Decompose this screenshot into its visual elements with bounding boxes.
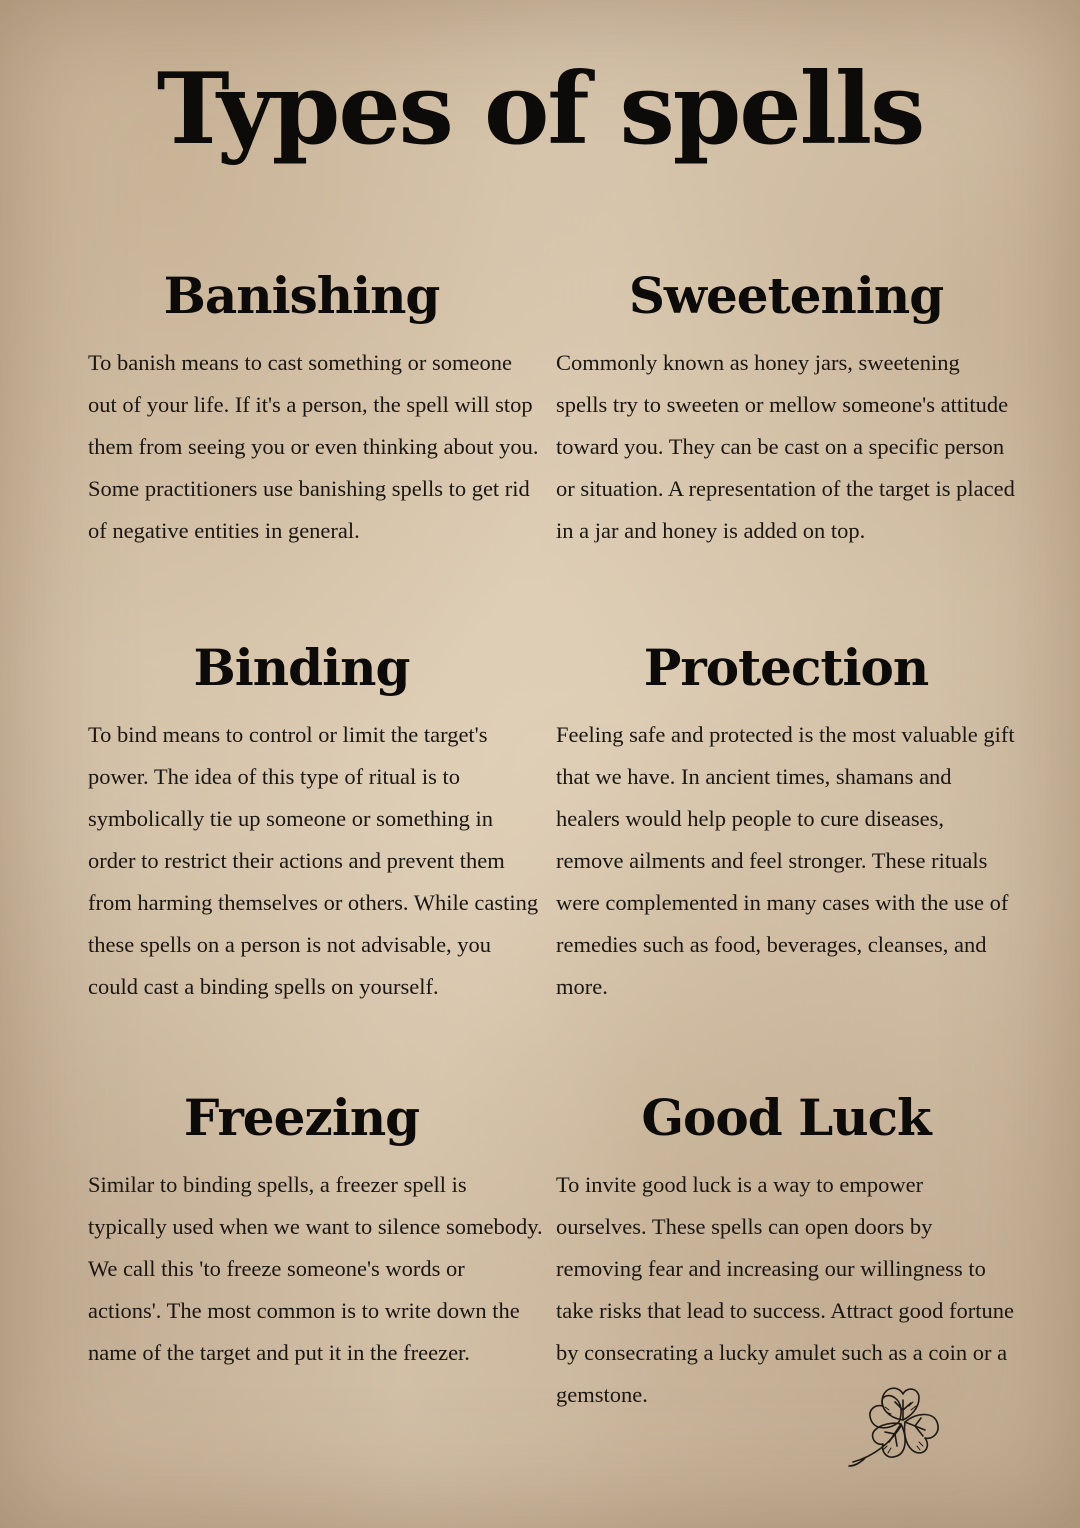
section-protection xyxy=(556,628,1016,1008)
section-body-good-luck: To invite good luck is a way to empower ourselves. These spells can open doors by removing fear and increasing our willingness to take risks that lead to success. Attract good fortune by consecrating a lucky amulet such as a coin or a gemstone. xyxy=(556,1172,1014,1407)
section-body-protection: Feeling safe and protected is the most valuable gift that we have. In ancient times, shamans and healers would help people to cure diseases, remove ailments and feel stronger. These rituals were complemented in many cases with the use of remedies such as food, beverages, cleanses, and more. xyxy=(556,722,1015,999)
section-heading-banishing: Banishing xyxy=(163,266,440,325)
section-binding xyxy=(88,628,543,1008)
section-body-binding: To bind means to control or limit the target's power. The idea of this type of ritual is to symbolically tie up someone or something in order to restrict their actions and prevent them from harming themselves or others. While casting these spells on a person is not advisable, you could cast a binding spells on yourself. xyxy=(88,722,539,999)
section-banishing xyxy=(88,256,543,552)
section-heading-protection: Protection xyxy=(643,638,929,697)
section-body-banishing: To banish means to cast something or someone out of your life. If it's a person, the spell will stop them from seeing you or even thinking about you. Some practitioners use banishing spells to get rid of negative entities in general. xyxy=(88,350,539,543)
clover-icon xyxy=(845,1380,955,1470)
section-body-sweetening: Commonly known as honey jars, sweetening spells try to sweeten or mellow someone's attitude toward you. They can be cast on a specific person or situation. A representation of the target is placed in a jar and honey is added on top. xyxy=(556,350,1015,543)
section-good-luck xyxy=(556,1078,1016,1416)
section-sweetening xyxy=(556,256,1016,552)
page-title: Types of spells xyxy=(156,52,924,167)
section-heading-good-luck: Good Luck xyxy=(641,1088,931,1147)
section-heading-sweetening: Sweetening xyxy=(628,266,944,325)
section-body-freezing: Similar to binding spells, a freezer spell is typically used when we want to silence somebody. We call this 'to freeze someone's words or actions'. The most common is to write down the name of the target and put it in the freezer. xyxy=(88,1172,543,1365)
section-heading-freezing: Freezing xyxy=(183,1088,420,1147)
section-freezing xyxy=(88,1078,543,1374)
section-heading-binding: Binding xyxy=(193,638,410,697)
